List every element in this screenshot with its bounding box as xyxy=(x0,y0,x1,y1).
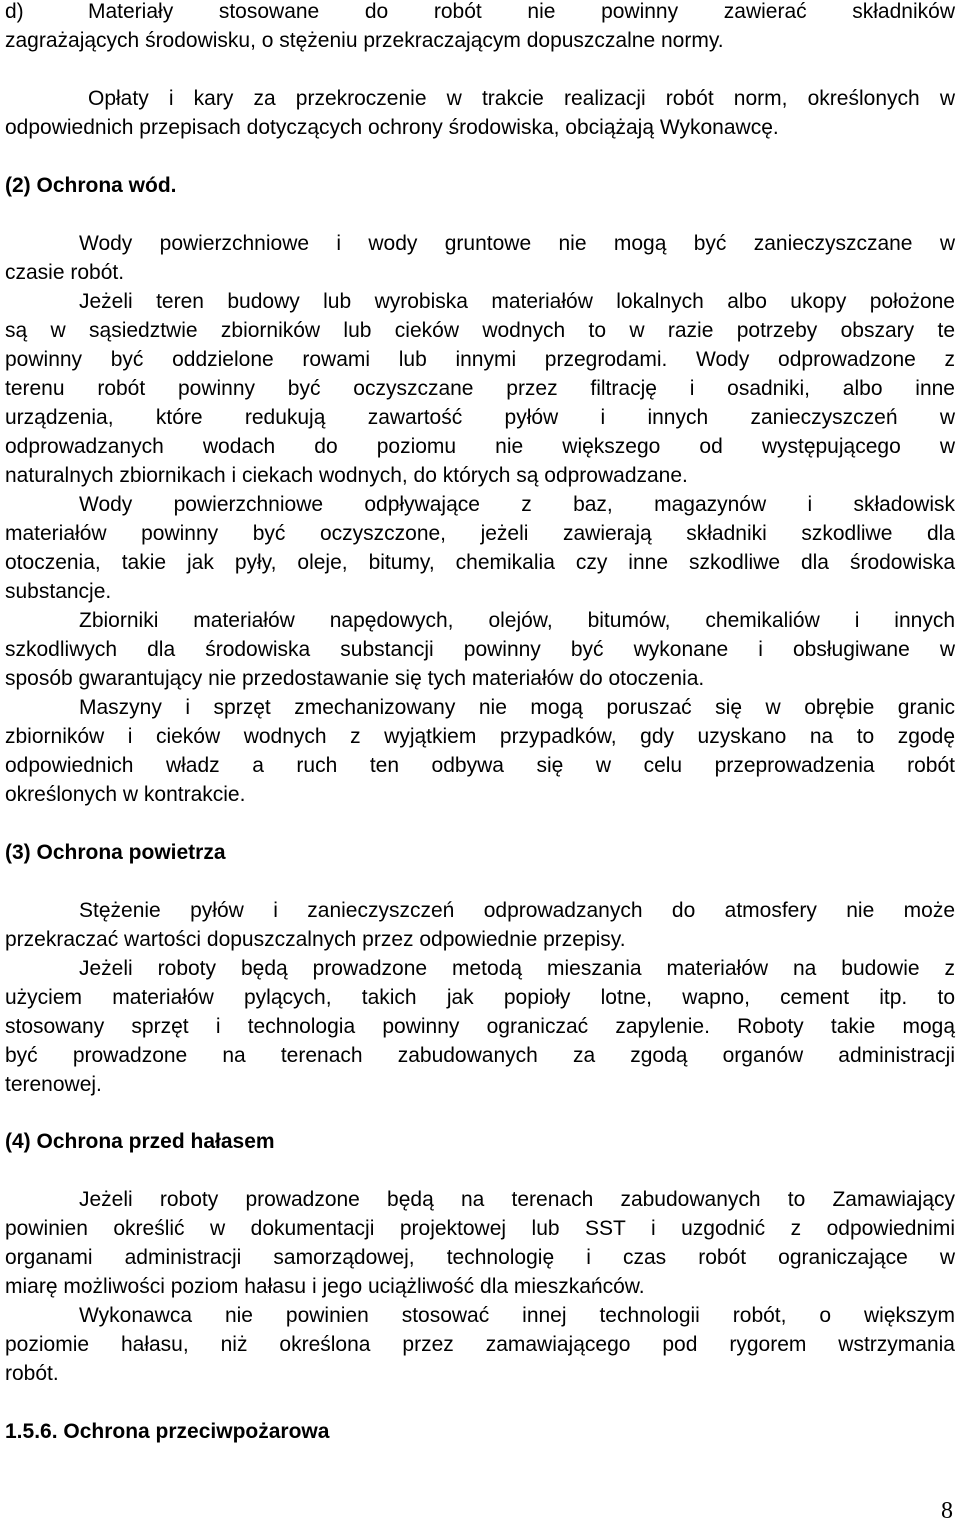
text-line: Wody powierzchniowe i wody gruntowe nie mogą być zanieczyszczane w xyxy=(79,232,955,255)
section-heading-water: (2) Ochrona wód. xyxy=(5,174,177,197)
text-line: terenu robót powinny być oczyszczane przez filtrację i osadniki, albo inne xyxy=(5,377,955,400)
text-line: robót. xyxy=(5,1362,59,1385)
section-heading-air: (3) Ochrona powietrza xyxy=(5,841,226,864)
section-heading-fire: 1.5.6. Ochrona przeciwpożarowa xyxy=(5,1420,330,1443)
text-line: są w sąsiedztwie zbiorników lub cieków wodnych to w razie potrzeby obszary te xyxy=(5,319,955,342)
text-line: substancje. xyxy=(5,580,112,603)
text-line: organami administracji samorządowej, technologię i czas robót ograniczające w xyxy=(5,1246,955,1269)
text-line: zbiorników i cieków wodnych z wyjątkiem przypadków, gdy uzyskano na to zgodę xyxy=(5,725,955,748)
text-line: Maszyny i sprzęt zmechanizowany nie mogą poruszać się w obrębie granic xyxy=(79,696,955,719)
text-line: zagrażających środowisku, o stężeniu przekraczającym dopuszczalne normy. xyxy=(5,29,724,52)
text-line: Stężenie pyłów i zanieczyszczeń odprowadzanych do atmosfery nie może xyxy=(79,899,955,922)
text-line: Opłaty i kary za przekroczenie w trakcie realizacji robót norm, określonych w xyxy=(88,87,955,110)
text-line: urządzenia, które redukują zawartość pyłów i innych zanieczyszczeń w xyxy=(5,406,955,429)
text-line: odprowadzanych wodach do poziomu nie większego od występującego w xyxy=(5,435,955,458)
list-item-label: d) xyxy=(5,0,24,23)
text-line: czasie robót. xyxy=(5,261,125,284)
text-line: Wykonawca nie powinien stosować innej technologii robót, o większym xyxy=(79,1304,955,1327)
text-line: miarę możliwości poziom hałasu i jego uciążliwość dla mieszkańców. xyxy=(5,1275,645,1298)
text-line: terenowej. xyxy=(5,1073,102,1096)
text-line: przekraczać wartości dopuszczalnych przez odpowiednie przepisy. xyxy=(5,928,626,951)
text-line: Jeżeli roboty prowadzone będą na terenach zabudowanych to Zamawiający xyxy=(79,1188,955,1211)
text-line: użyciem materiałów pylących, takich jak popioły lotne, wapno, cement itp. to xyxy=(5,986,955,1009)
text-line: szkodliwych dla środowiska substancji powinny być wykonane i obsługiwane w xyxy=(5,638,955,661)
text-line: być prowadzone na terenach zabudowanych za zgodą organów administracji xyxy=(5,1044,955,1067)
text-line: poziomie hałasu, niż określona przez zamawiającego pod rygorem wstrzymania xyxy=(5,1333,955,1356)
text-line: powinny być oddzielone rowami lub innymi przegrodami. Wody odprowadzone z xyxy=(5,348,955,371)
text-line: sposób gwarantujący nie przedostawanie się tych materiałów do otoczenia. xyxy=(5,667,705,690)
text-line: odpowiednich przepisach dotyczących ochrony środowiska, obciążają Wykonawcę. xyxy=(5,116,779,139)
section-heading-noise: (4) Ochrona przed hałasem xyxy=(5,1130,275,1153)
text-line: naturalnych zbiornikach i ciekach wodnych, do których są odprowadzane. xyxy=(5,464,688,487)
page-number: 8 xyxy=(941,1498,953,1524)
text-line: Jeżeli teren budowy lub wyrobiska materiałów lokalnych albo ukopy położone xyxy=(79,290,955,313)
text-line: określonych w kontrakcie. xyxy=(5,783,246,806)
text-line: powinien określić w dokumentacji projektowej lub SST i uzgodnić z odpowiednimi xyxy=(5,1217,955,1240)
text-line: stosowany sprzęt i technologia powinny ograniczać zapylenie. Roboty takie mogą xyxy=(5,1015,955,1038)
list-item-text: Materiały stosowane do robót nie powinny zawierać składników xyxy=(88,0,955,23)
text-line: materiałów powinny być oczyszczone, jeżeli zawierają składniki szkodliwe dla xyxy=(5,522,955,545)
text-line: odpowiednich władz a ruch ten odbywa się w celu przeprowadzenia robót xyxy=(5,754,955,777)
list-item-d xyxy=(5,0,955,29)
text-line: otoczenia, takie jak pyły, oleje, bitumy, chemikalia czy inne szkodliwe dla środowiska xyxy=(5,551,955,574)
text-line: Wody powierzchniowe odpływające z baz, magazynów i składowisk xyxy=(79,493,955,516)
text-line: Zbiorniki materiałów napędowych, olejów, bitumów, chemikaliów i innych xyxy=(79,609,955,632)
text-line: Jeżeli roboty będą prowadzone metodą mieszania materiałów na budowie z xyxy=(79,957,955,980)
